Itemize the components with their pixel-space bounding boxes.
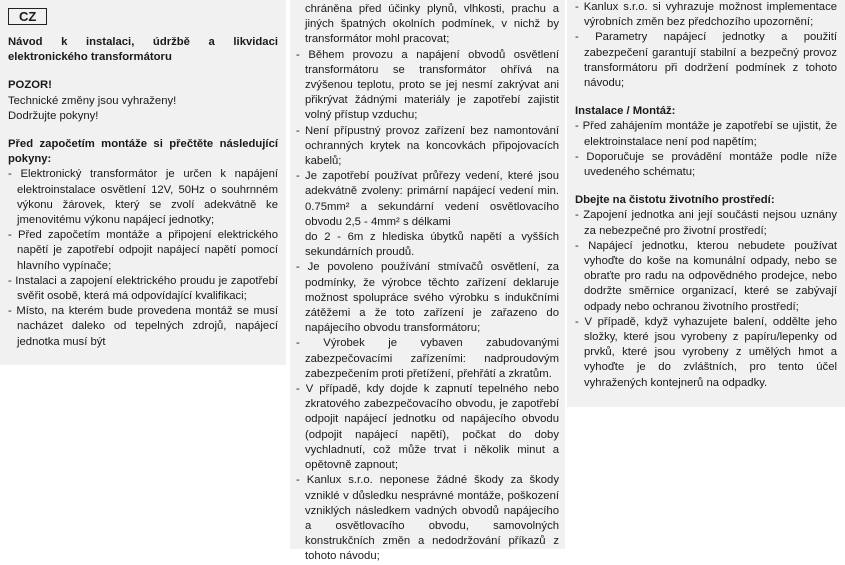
list-item: - Před zahájením montáže je zapotřebí se ujistit, že elektroinstalace není pod napětím;	[575, 119, 837, 149]
list-item: - Je zapotřebí používat průřezy vedení, které jsou adekvátně zvoleny: primární napájecí vedení min. 0.75mm² a sekundární vedení osvětlovacího obvodu 2,5 - 4mm² s délkami	[296, 169, 559, 230]
instruction-list	[296, 48, 559, 565]
list-item: - Není přípustný provoz zařízení bez namontování ochranných krytek na koncovkách připojovacích kabelů;	[296, 124, 559, 170]
list-item: - Doporučuje se provádění montáže podle níže uvedeného schématu;	[575, 150, 837, 180]
list-item: - Zapojení jednotka ani její součásti nejsou uznány za nebezpečné pro životní prostředí;	[575, 208, 837, 238]
environment-heading: Dbejte na čistotu životního prostředí:	[575, 194, 775, 207]
list-item: - Elektronický transformátor je určen k napájení elektroinstalace osvětlení 12V, 50Hz o souhrnném výkonu žárovek, který se zvolí adekvátně ke jmenovitému výkonu napájecí jednotky;	[8, 167, 278, 228]
list-item: - V případě, když vyhazujete balení, oddělte jeho složky, které jsou vyrobeny z papíru/lepenky od prvků, které jsou vyrobeny z umělých hmot a vyhoďte je do zvláštních, pro tento účel vyhražených kontejnerů na odpadky.	[575, 315, 837, 391]
list-item: - Napájecí jednotku, kterou nebudete používat vyhoďte do koše na komunální odpady, nebo se obraťte pro radu na odpovědného prodejce, nebo dodržte směrnice organizací, které se zabývají odpady nebo ochranou životního prostředí;	[575, 239, 837, 315]
list-item: - Je povoleno používání stmívačů osvětlení, za podmínky, že výrobce těchto zařízení deklaruje možnost spolupráce svého výrobku s indukčními zátěžemi a že toto zařízení je zařazeno do napájecího obvodu transformátoru;	[296, 260, 559, 336]
warning-line: Dodržujte pokyny!	[8, 109, 99, 122]
section-heading-before-install: Před započetím montáže si přečtěte následující pokyny:	[8, 138, 278, 166]
column-1	[0, 0, 286, 365]
document-title: Návod k instalaci, údržbě a likvidaci elektronického transformátoru	[8, 36, 278, 64]
list-item: - Před započetím montáže a připojení elektrického napětí je zapotřebí odpojit napájecí napětí pomocí hlavního vypínače;	[8, 228, 278, 274]
install-heading: Instalace / Montáž:	[575, 105, 676, 118]
column-2	[290, 0, 565, 563]
list-item: - Instalaci a zapojení elektrického proudu je zapotřebí svěřit osobě, která má odpovídající kvalifikaci;	[8, 274, 278, 304]
list-item: - Během provozu a napájení obvodů osvětlení transformátoru se transformátor ohřívá na zvýšenou teplotu, proto se jej nesmí zakrývat ani přikrývat žádnými materiály je zapotřebí zajistit volný přístup vzduchu;	[296, 48, 559, 124]
list-item: - V případě, kdy dojde k zapnutí tepelného nebo zkratového zabezpečovacího obvodu, je zapotřebí odpojit napájecí jednotku od napájecího obvodu (odpojit napájecí napětí), počkat do doby vychladnutí, což může trvat i několik minut a opětovně zapnout;	[296, 382, 559, 473]
list-item: - Výrobek je vybaven zabudovanými zabezpečovacími zařízeními: nadproudovým zabezpečením proti přetížení, přehřátí a zkratům.	[296, 336, 559, 382]
warning-line: Technické změny jsou vyhraženy!	[8, 94, 177, 107]
instruction-list	[575, 0, 837, 91]
list-item: - Kanlux s.r.o. neponese žádné škody za škody vzniklé v důsledku nesprávné montáže, poškození vzniklých následkem vadných obvodů napájecího a osvětlovacího obvodu, samovolných konstrukčních změn a nedodržování příkazů z tohoto návodu;	[296, 473, 559, 564]
install-list	[575, 119, 837, 180]
environment-list	[575, 208, 837, 390]
list-item: - Parametry napájecí jednotky a použití zabezpečení garantují stabilní a bezpečný provoz transformátoru při dodržení podmínek z tohoto návodu;	[575, 30, 837, 91]
list-item-continuation: do 2 - 6m z hlediska úbytků napětí a vyšších sekundárních proudů.	[305, 231, 559, 259]
list-item: - Kanlux s.r.o. si vyhrazuje možnost implementace výrobních změn bez předchozího upozornění;	[575, 0, 837, 30]
column-3	[567, 0, 845, 407]
instruction-list	[8, 167, 278, 349]
warning-heading: POZOR!	[8, 79, 52, 92]
list-item: - Místo, na kterém bude provedena montáž se musí nacházet daleko od tepelných zdrojů, napájecí jednotka musí být	[8, 304, 278, 350]
continued-text: chráněna před účinky plynů, vlhkosti, prachu a jiných špatných okolních podmínek, v nichž by transformátor mohl pracovat;	[305, 3, 559, 46]
language-badge: CZ	[8, 8, 47, 25]
